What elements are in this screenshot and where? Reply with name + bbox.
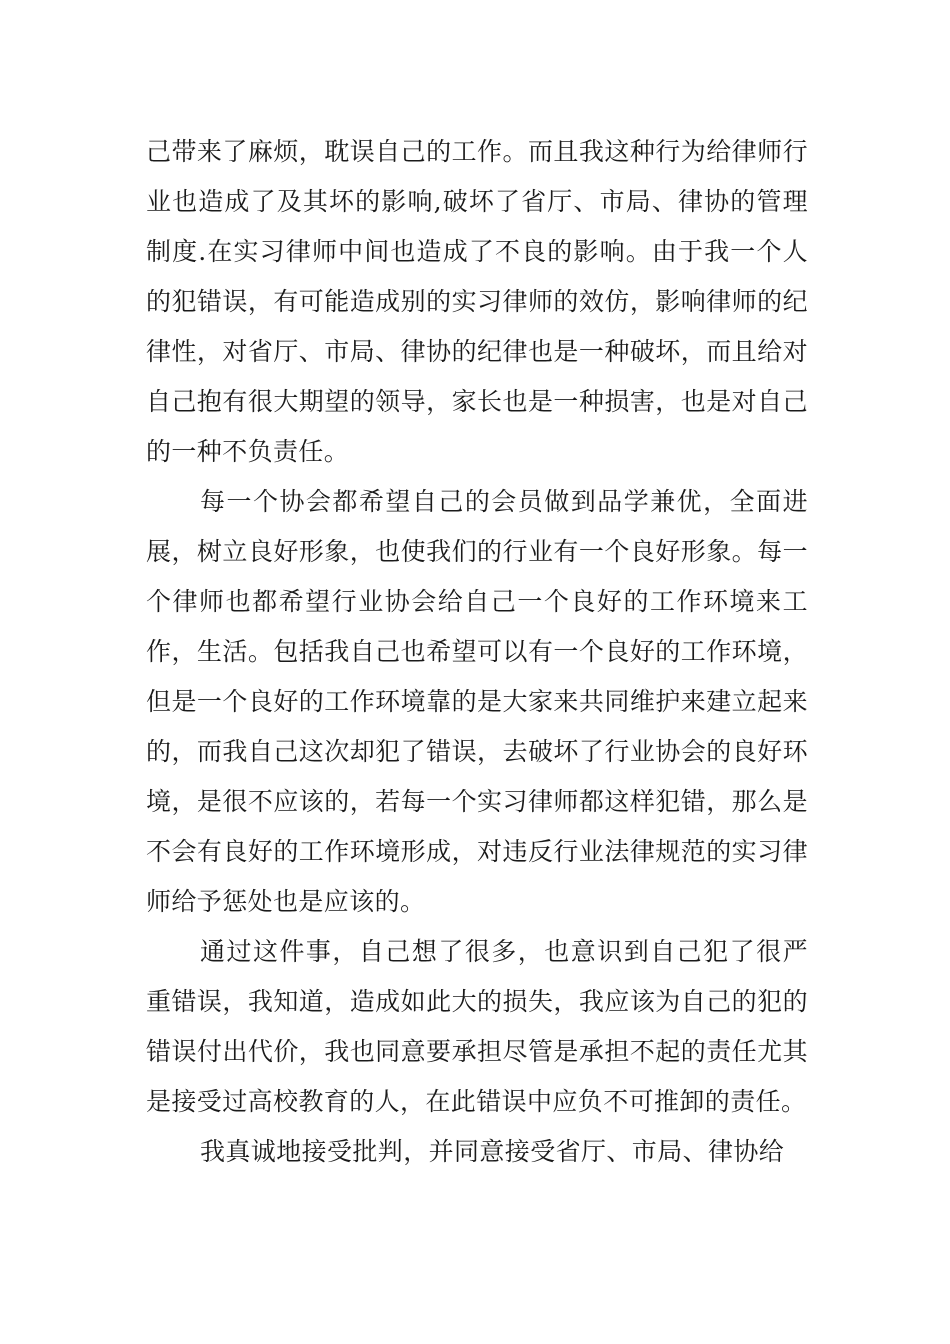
paragraph-4: 我真诚地接受批判，并同意接受省厅、市局、律协给 <box>200 1137 785 1166</box>
paragraph-1: 己带来了麻烦，耽误自己的工作。而且我这种行为给律师行业也造成了及其坏的影响,破坏了省厅、市局、律协的管理制度.在实习律师中间也造成了不良的影响。由于我一个人的犯错误，有可能造成别的实习律师的效仿，影响律师的纪律性，对省厅、市局、律协的纪律也是一种破坏，而且给对自己抱有很大期望的领导，家长也是一种损害，也是对自己的一种不负责任。 <box>146 137 808 466</box>
paragraph-2: 每一个协会都希望自己的会员做到品学兼优，全面进展，树立良好形象，也使我们的行业有一个良好形象。每一个律师也都希望行业协会给自己一个良好的工作环境来工作，生活。包括我自己也希望可以有一个良好的工作环境，但是一个良好的工作环境靠的是大家来共同维护来建立起来的，而我自己这次却犯了错误，去破坏了行业协会的良好环境，是很不应该的，若每一个实习律师都这样犯错，那么是不会有良好的工作环境形成，对违反行业法律规范的实习律师给予惩处也是应该的。 <box>146 487 808 916</box>
document-page <box>146 127 808 1177</box>
paragraph-3: 通过这件事，自己想了很多，也意识到自己犯了很严重错误，我知道，造成如此大的损失，我应该为自己的犯的错误付出代价，我也同意要承担尽管是承担不起的责任尤其是接受过高校教育的人，在此错误中应负不可推卸的责任。 <box>146 937 808 1116</box>
